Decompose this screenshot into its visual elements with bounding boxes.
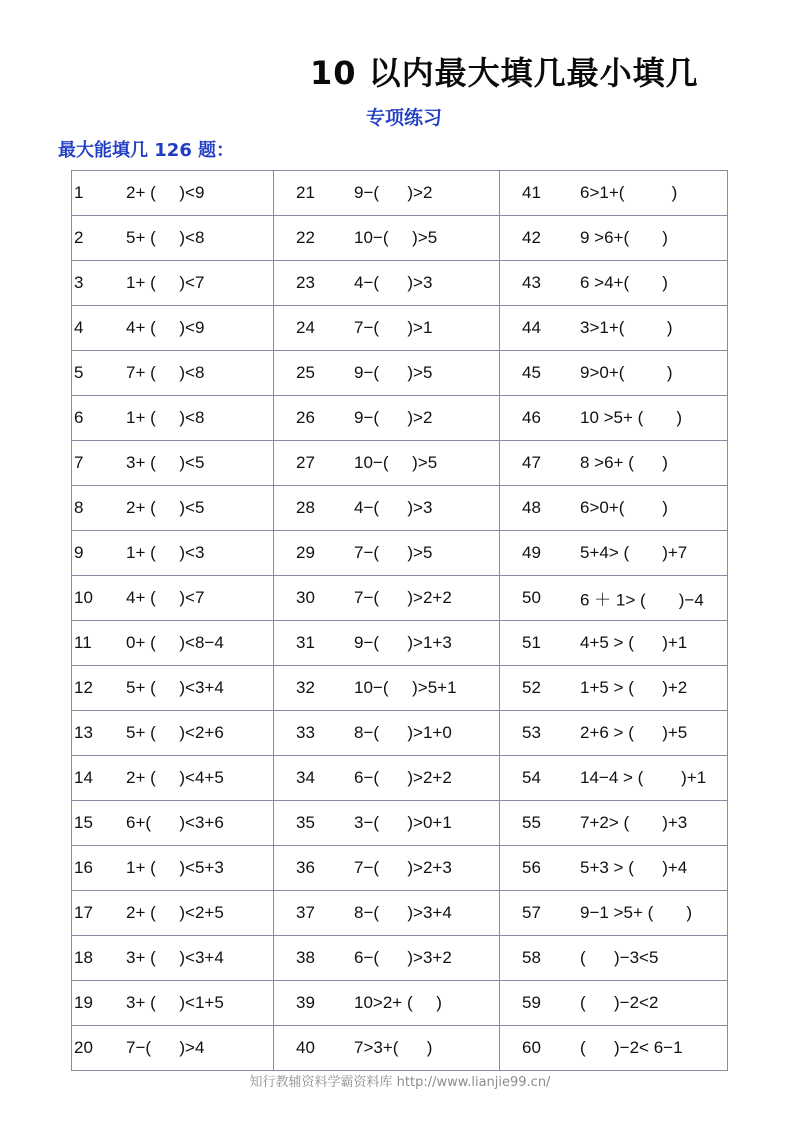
- question-number: 24: [296, 318, 315, 337]
- question-expression: 9 >6+( ): [580, 228, 668, 247]
- question-number: 43: [522, 273, 541, 292]
- question-expression: 1+ ( )<7: [126, 273, 205, 292]
- question-number: 25: [296, 363, 315, 382]
- question-number: 32: [296, 678, 315, 697]
- question-cell: [500, 486, 728, 531]
- question-cell: [500, 171, 728, 216]
- question-expression: 2+ ( )<4+5: [126, 768, 224, 787]
- question-cell: [72, 801, 274, 846]
- question-number: 42: [522, 228, 541, 247]
- question-expression: 9>0+( ): [580, 363, 673, 382]
- question-number: 20: [74, 1038, 93, 1057]
- question-cell: [274, 216, 500, 261]
- question-cell: [500, 711, 728, 756]
- question-cell: [500, 351, 728, 396]
- question-number: 46: [522, 408, 541, 427]
- question-cell: [274, 981, 500, 1026]
- question-cell: [274, 306, 500, 351]
- question-expression: 8−( )>3+4: [354, 903, 452, 922]
- question-cell: [72, 756, 274, 801]
- table-row: [72, 171, 728, 216]
- question-expression: 3−( )>0+1: [354, 813, 452, 832]
- table-row: [72, 261, 728, 306]
- question-number: 13: [74, 723, 93, 742]
- question-expression: 5+ ( )<3+4: [126, 678, 224, 697]
- question-expression: 1+ ( )<5+3: [126, 858, 224, 877]
- question-number: 15: [74, 813, 93, 832]
- question-number: 58: [522, 948, 541, 967]
- question-expression: 5+ ( )<8: [126, 228, 205, 247]
- question-cell: [72, 216, 274, 261]
- table-row: [72, 801, 728, 846]
- question-expression: 6−( )>2+2: [354, 768, 452, 787]
- question-number: 38: [296, 948, 315, 967]
- table-row: [72, 306, 728, 351]
- question-expression: 5+3 > ( )+4: [580, 858, 688, 877]
- question-expression: 1+ ( )<3: [126, 543, 205, 562]
- question-expression: 10 >5+ ( ): [580, 408, 683, 427]
- section-heading: 最大能填几 126 题：: [58, 140, 235, 161]
- question-number: 53: [522, 723, 541, 742]
- table-row: [72, 846, 728, 891]
- question-expression: 3+ ( )<3+4: [126, 948, 224, 967]
- table-row: [72, 576, 728, 621]
- question-expression: 6+( )<3+6: [126, 813, 224, 832]
- question-cell: [72, 261, 274, 306]
- question-number: 47: [522, 453, 541, 472]
- question-expression: 4+ ( )<7: [126, 588, 205, 607]
- table-row: [72, 981, 728, 1026]
- footer-watermark: 知行教辅资料学霸资料库 http://www.lianjie99.cn/: [249, 1075, 551, 1090]
- question-cell: [274, 441, 500, 486]
- question-expression: 9−1 >5+ ( ): [580, 903, 692, 922]
- question-cell: [72, 396, 274, 441]
- question-expression: 7>3+( ): [354, 1038, 433, 1057]
- question-cell: [500, 216, 728, 261]
- question-cell: [500, 846, 728, 891]
- question-cell: [72, 576, 274, 621]
- question-expression: 1+ ( )<8: [126, 408, 205, 427]
- question-cell: [72, 1026, 274, 1071]
- question-number: 21: [296, 183, 315, 202]
- question-expression: 7−( )>2+2: [354, 588, 452, 607]
- question-number: 48: [522, 498, 541, 517]
- question-expression: 2+ ( )<9: [126, 183, 205, 202]
- question-number: 36: [296, 858, 315, 877]
- question-number: 29: [296, 543, 315, 562]
- question-number: 28: [296, 498, 315, 517]
- table-row: [72, 216, 728, 261]
- question-cell: [274, 261, 500, 306]
- question-number: 16: [74, 858, 93, 877]
- question-number: 17: [74, 903, 93, 922]
- question-cell: [500, 891, 728, 936]
- question-number: 4: [74, 318, 84, 337]
- question-number: 14: [74, 768, 93, 787]
- question-cell: [500, 306, 728, 351]
- question-expression: ( )−3<5: [580, 948, 659, 967]
- table-row: [72, 396, 728, 441]
- question-cell: [500, 576, 728, 621]
- question-number: 7: [74, 453, 84, 472]
- question-number: 33: [296, 723, 315, 742]
- question-number: 52: [522, 678, 541, 697]
- question-number: 59: [522, 993, 541, 1012]
- question-number: 40: [296, 1038, 315, 1057]
- question-expression: 2+ ( )<5: [126, 498, 205, 517]
- question-cell: [274, 621, 500, 666]
- question-cell: [274, 711, 500, 756]
- question-number: 26: [296, 408, 315, 427]
- question-number: 18: [74, 948, 93, 967]
- table-row: [72, 891, 728, 936]
- question-expression: ( )−2<2: [580, 993, 659, 1012]
- question-expression: 2+6 > ( )+5: [580, 723, 688, 742]
- table-row: [72, 711, 728, 756]
- question-cell: [500, 396, 728, 441]
- question-cell: [274, 576, 500, 621]
- question-cell: [500, 756, 728, 801]
- question-number: 51: [522, 633, 541, 652]
- question-expression: 10−( )>5+1: [354, 678, 457, 697]
- question-number: 35: [296, 813, 315, 832]
- question-expression: 5+4> ( )+7: [580, 543, 688, 562]
- table-row: [72, 756, 728, 801]
- question-cell: [274, 1026, 500, 1071]
- question-expression: 4−( )>3: [354, 273, 433, 292]
- table-row: [72, 531, 728, 576]
- question-cell: [500, 621, 728, 666]
- question-expression: 2+ ( )<2+5: [126, 903, 224, 922]
- question-expression: 8 >6+ ( ): [580, 453, 668, 472]
- question-expression: 9−( )>2: [354, 408, 433, 427]
- question-expression: 7−( )>4: [126, 1038, 205, 1057]
- question-cell: [500, 936, 728, 981]
- question-number: 8: [74, 498, 84, 517]
- question-cell: [72, 936, 274, 981]
- question-number: 37: [296, 903, 315, 922]
- question-number: 54: [522, 768, 541, 787]
- question-cell: [500, 981, 728, 1026]
- question-table: [71, 170, 728, 1071]
- question-number: 41: [522, 183, 541, 202]
- question-number: 30: [296, 588, 315, 607]
- question-expression: 5+ ( )<2+6: [126, 723, 224, 742]
- table-row: [72, 621, 728, 666]
- question-number: 10: [74, 588, 93, 607]
- question-cell: [500, 261, 728, 306]
- question-cell: [72, 486, 274, 531]
- question-number: 39: [296, 993, 315, 1012]
- question-expression: 7+ ( )<8: [126, 363, 205, 382]
- question-number: 2: [74, 228, 84, 247]
- question-expression: 8−( )>1+0: [354, 723, 452, 742]
- question-cell: [274, 936, 500, 981]
- question-cell: [274, 666, 500, 711]
- question-number: 34: [296, 768, 315, 787]
- question-expression: 6 ＋ 1> ( )−4: [580, 590, 704, 610]
- question-number: 23: [296, 273, 315, 292]
- question-cell: [274, 801, 500, 846]
- question-cell: [72, 666, 274, 711]
- question-expression: 7−( )>1: [354, 318, 433, 337]
- question-cell: [274, 171, 500, 216]
- question-number: 22: [296, 228, 315, 247]
- question-expression: 7+2> ( )+3: [580, 813, 688, 832]
- question-cell: [500, 531, 728, 576]
- question-cell: [500, 666, 728, 711]
- question-number: 60: [522, 1038, 541, 1057]
- question-number: 45: [522, 363, 541, 382]
- question-number: 19: [74, 993, 93, 1012]
- table-row: [72, 1026, 728, 1071]
- question-number: 56: [522, 858, 541, 877]
- question-number: 12: [74, 678, 93, 697]
- question-expression: 4−( )>3: [354, 498, 433, 517]
- question-number: 55: [522, 813, 541, 832]
- question-number: 3: [74, 273, 84, 292]
- question-expression: 3+ ( )<5: [126, 453, 205, 472]
- question-cell: [500, 1026, 728, 1071]
- table-row: [72, 936, 728, 981]
- question-number: 50: [522, 588, 541, 607]
- question-number: 31: [296, 633, 315, 652]
- table-row: [72, 486, 728, 531]
- question-expression: 4+5 > ( )+1: [580, 633, 688, 652]
- question-number: 9: [74, 543, 84, 562]
- page-title: 10 以内最大填几最小填几: [310, 54, 699, 92]
- question-number: 49: [522, 543, 541, 562]
- table-row: [72, 666, 728, 711]
- question-cell: [72, 531, 274, 576]
- question-number: 44: [522, 318, 541, 337]
- question-expression: 10>2+ ( ): [354, 993, 442, 1012]
- question-number: 6: [74, 408, 84, 427]
- question-table-body: [72, 171, 728, 1071]
- question-cell: [72, 621, 274, 666]
- question-cell: [72, 846, 274, 891]
- question-cell: [274, 486, 500, 531]
- question-number: 57: [522, 903, 541, 922]
- question-cell: [500, 441, 728, 486]
- question-number: 5: [74, 363, 84, 382]
- question-number: 1: [74, 183, 84, 202]
- question-number: 11: [74, 633, 92, 652]
- table-row: [72, 441, 728, 486]
- question-expression: 4+ ( )<9: [126, 318, 205, 337]
- question-expression: 3+ ( )<1+5: [126, 993, 224, 1012]
- question-cell: [72, 351, 274, 396]
- question-cell: [72, 171, 274, 216]
- question-expression: 7−( )>5: [354, 543, 433, 562]
- question-cell: [72, 981, 274, 1026]
- question-expression: 10−( )>5: [354, 453, 438, 472]
- question-expression: 6>0+( ): [580, 498, 668, 517]
- question-expression: 6>1+( ): [580, 183, 678, 202]
- question-expression: 10−( )>5: [354, 228, 438, 247]
- question-expression: 6−( )>3+2: [354, 948, 452, 967]
- question-cell: [274, 756, 500, 801]
- question-cell: [72, 711, 274, 756]
- question-number: 27: [296, 453, 315, 472]
- question-expression: 6 >4+( ): [580, 273, 668, 292]
- question-expression: 7−( )>2+3: [354, 858, 452, 877]
- question-cell: [274, 891, 500, 936]
- question-expression: 9−( )>5: [354, 363, 433, 382]
- question-expression: 9−( )>1+3: [354, 633, 452, 652]
- question-expression: 3>1+( ): [580, 318, 673, 337]
- question-expression: ( )−2< 6−1: [580, 1038, 683, 1057]
- page-subtitle: 专项练习: [366, 107, 443, 129]
- question-expression: 0+ ( )<8−4: [126, 633, 224, 652]
- question-expression: 1+5 > ( )+2: [580, 678, 688, 697]
- question-expression: 9−( )>2: [354, 183, 433, 202]
- question-cell: [274, 396, 500, 441]
- question-cell: [274, 846, 500, 891]
- question-cell: [72, 441, 274, 486]
- question-cell: [274, 531, 500, 576]
- table-row: [72, 351, 728, 396]
- question-cell: [500, 801, 728, 846]
- question-cell: [72, 891, 274, 936]
- question-expression: 14−4 > ( )+1: [580, 768, 707, 787]
- question-cell: [274, 351, 500, 396]
- question-cell: [72, 306, 274, 351]
